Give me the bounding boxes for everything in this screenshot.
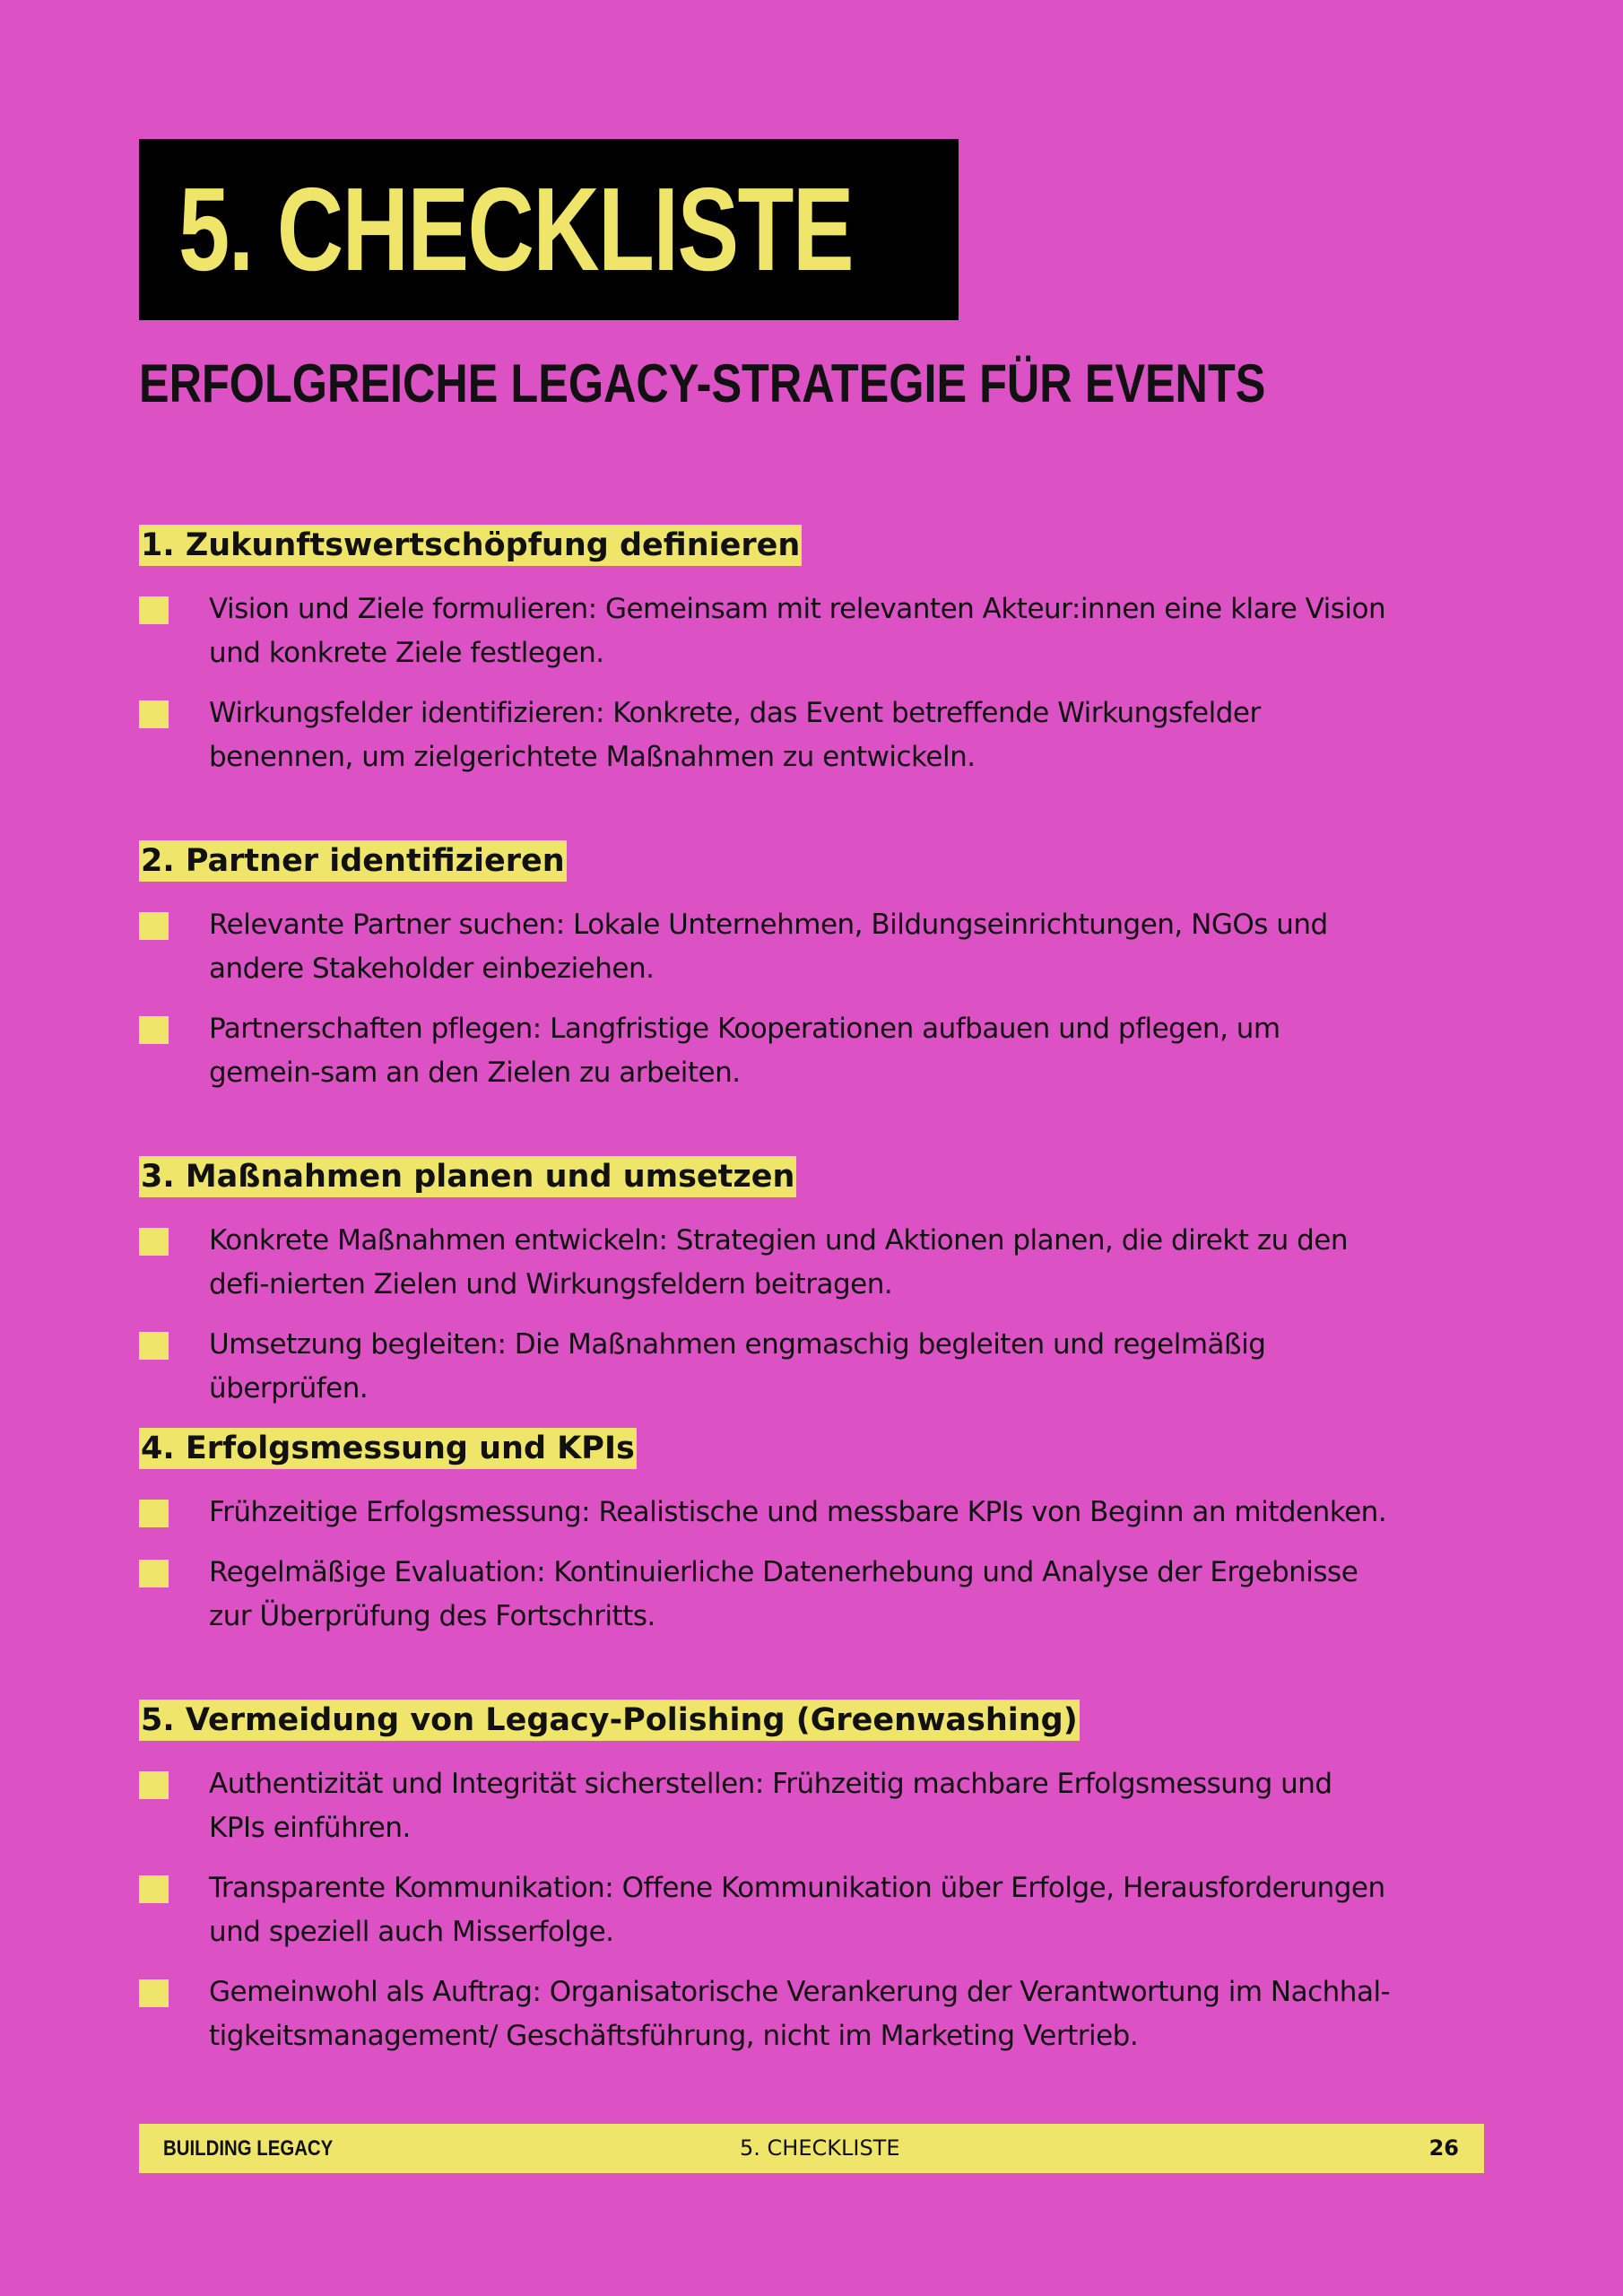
checkbox-icon[interactable] [139,1979,169,2007]
checklist-item-text: Authentizität und Integrität sicherstellen: Frühzeitig machbare Erfolgsmessung und KPIs einführen. [209,1768,1332,1844]
checklist-item [139,1491,1394,1535]
checklist-item [139,1323,1394,1411]
checklist-item [139,1551,1394,1639]
section-heading: 3. Maßnahmen planen und umsetzen [139,1156,796,1197]
checklist-item [139,1866,1394,1954]
checklist-item-text: Frühzeitige Erfolgsmessung: Realistische und messbare KPIs von Beginn an mitdenken. [209,1496,1387,1528]
checklist-item-text: Gemeinwohl als Auftrag: Organisatorische Verankerung der Verantwortung im Nachhal-tigkeitsmanagement/ Geschäftsführung, nicht im Marketing Vertrieb. [209,1976,1391,2052]
checklist-item-text: Wirkungsfelder identifizieren: Konkrete, das Event betreffende Wirkungsfelder benennen, um zielgerichtete Maßnahmen zu entwickeln. [209,697,1261,773]
page-number: 26 [1428,2135,1459,2161]
title-box [139,139,959,320]
checklist-item-text: Transparente Kommunikation: Offene Kommunikation über Erfolge, Herausforderungen und speziell auch Misserfolge. [209,1872,1385,1948]
checkbox-icon[interactable] [139,1875,169,1903]
checklist-section-2 [139,840,1394,1111]
checkbox-icon[interactable] [139,700,169,728]
checkbox-icon[interactable] [139,912,169,940]
checklist-items [139,587,1394,779]
checklist-item-text: Relevante Partner suchen: Lokale Unternehmen, Bildungseinrichtungen, NGOs und andere Stakeholder einbeziehen. [209,909,1328,985]
checklist-item [139,903,1394,991]
checklist-item-text: Umsetzung begleiten: Die Maßnahmen engmaschig begleiten und regelmäßig überprüfen. [209,1328,1266,1405]
checklist-item-text: Partnerschaften pflegen: Langfristige Kooperationen aufbauen und pflegen, um gemein-sam an den Zielen zu arbeiten. [209,1013,1280,1089]
checklist-items [139,903,1394,1095]
checklist-item [139,1007,1394,1095]
checklist-items [139,1219,1394,1411]
section-heading: 2. Partner identifizieren [139,840,567,882]
checklist-item [139,1762,1394,1850]
section-heading: 5. Vermeidung von Legacy-Polishing (Greenwashing) [139,1700,1080,1741]
page-title: 5. CHECKLISTE [178,163,854,295]
checklist-item [139,691,1394,779]
checklist-item-text: Konkrete Maßnahmen entwickeln: Strategien und Aktionen planen, die direkt zu den defi-nierten Zielen und Wirkungsfeldern beitragen. [209,1224,1349,1300]
checklist-item-text: Vision und Ziele formulieren: Gemeinsam mit relevanten Akteur:innen eine klare Vision und konkrete Ziele festlegen. [209,593,1386,669]
checklist-section-3 [139,1156,1394,1427]
footer-brand: BUILDING LEGACY [163,2136,334,2161]
checklist-section-4 [139,1428,1394,1655]
section-heading: 1. Zukunftswertschöpfung definieren [139,525,802,566]
checklist-item [139,587,1394,675]
page-footer [139,2124,1484,2173]
checklist-item [139,1970,1394,2058]
checkbox-icon[interactable] [139,1332,169,1360]
checklist-items [139,1491,1394,1639]
page-subtitle: ERFOLGREICHE LEGACY-STRATEGIE FÜR EVENTS [139,353,1266,413]
section-heading: 4. Erfolgsmessung und KPIs [139,1428,637,1469]
checklist-item-text: Regelmäßige Evaluation: Kontinuierliche Datenerhebung und Analyse der Ergebnisse zur Überprüfung des Fortschritts. [209,1556,1358,1632]
checklist-section-1 [139,525,1394,796]
footer-section-title: 5. CHECKLISTE [740,2135,900,2161]
checklist-items [139,1762,1394,2058]
checkbox-icon[interactable] [139,1560,169,1587]
checklist-item [139,1219,1394,1307]
checklist-section-5 [139,1700,1394,2074]
checkbox-icon[interactable] [139,596,169,624]
checkbox-icon[interactable] [139,1500,169,1527]
checkbox-icon[interactable] [139,1016,169,1044]
checkbox-icon[interactable] [139,1228,169,1256]
checkbox-icon[interactable] [139,1771,169,1799]
